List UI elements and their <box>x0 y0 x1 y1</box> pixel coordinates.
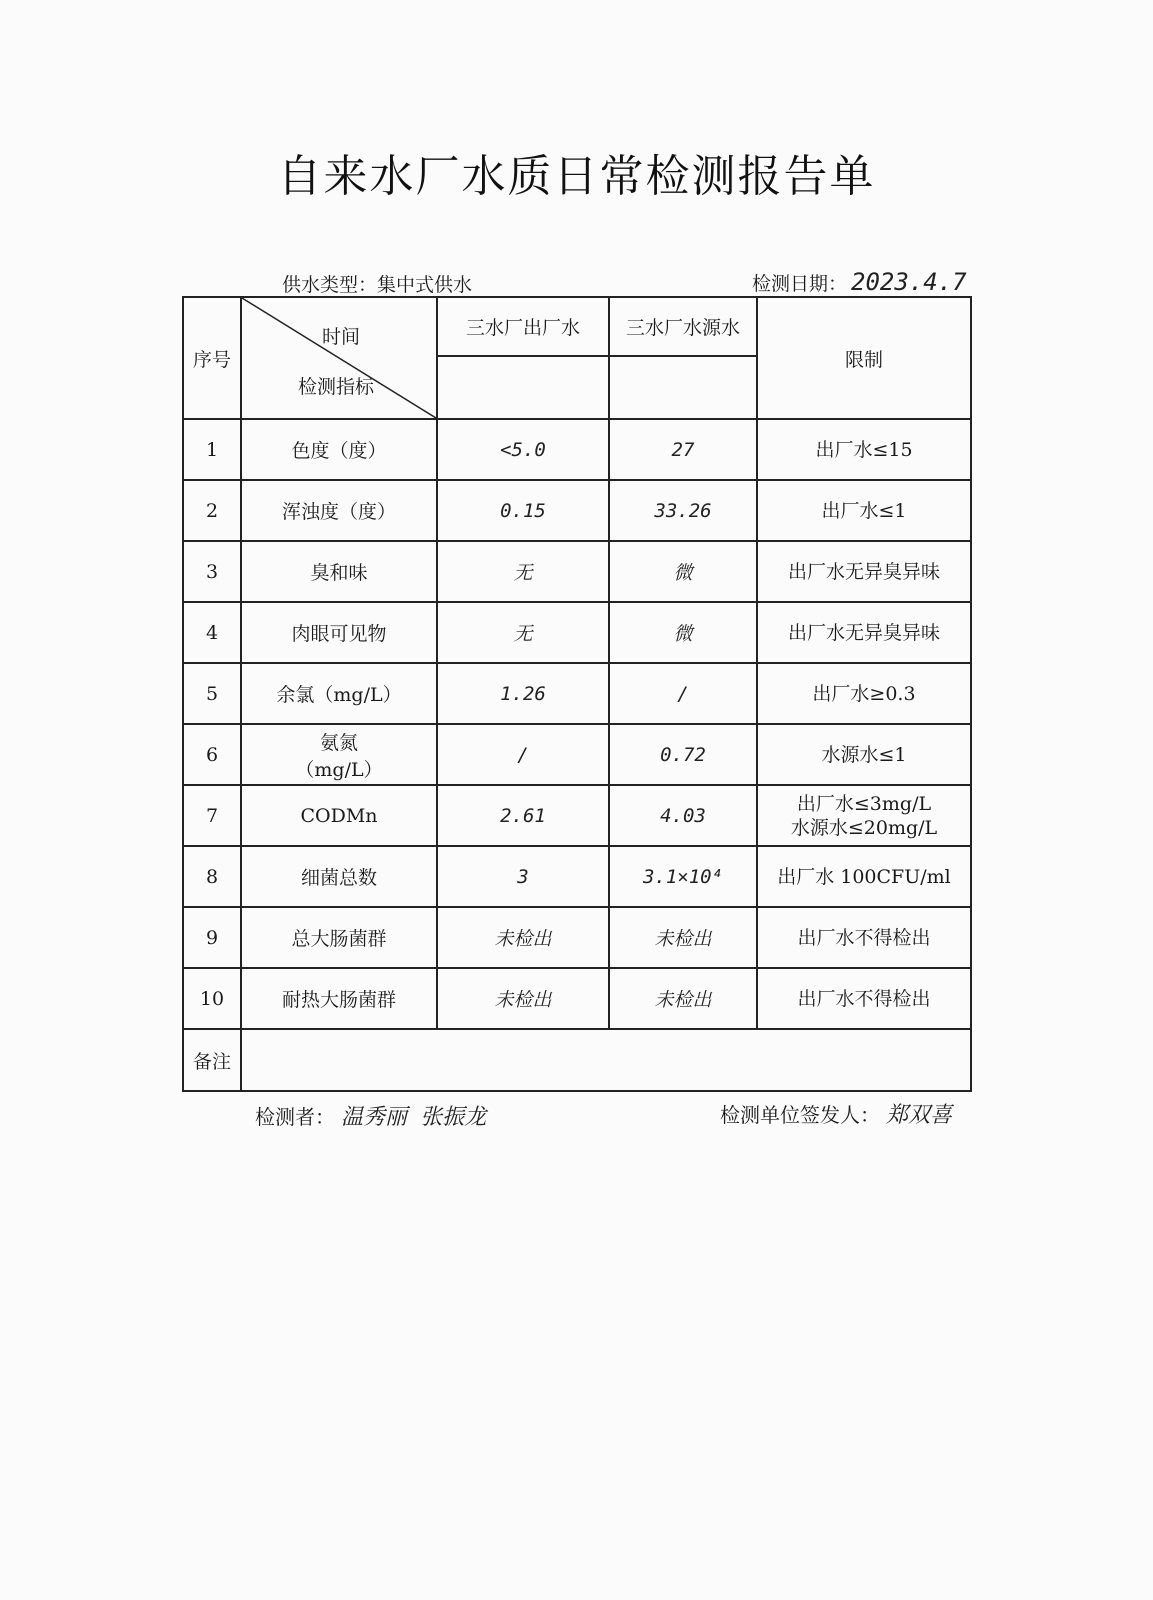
row-out-value: 未检出 <box>437 907 609 968</box>
table-row <box>183 480 971 541</box>
row-limit-line1: 出厂水≤3mg/L <box>796 792 932 815</box>
remark-content <box>241 1029 971 1091</box>
row-out-value: 0.15 <box>437 480 609 541</box>
signer-signature: 郑双喜 <box>886 1103 953 1128</box>
row-src-value: / <box>609 663 757 724</box>
row-out-value: / <box>437 724 609 785</box>
row-seq: 7 <box>183 785 241 846</box>
row-limit: 出厂水≤15 <box>757 419 971 480</box>
inspectors <box>255 1100 486 1131</box>
row-src-value: 微 <box>609 602 757 663</box>
table-row <box>183 968 971 1029</box>
row-limit: 出厂水不得检出 <box>757 968 971 1029</box>
table-row <box>183 724 971 785</box>
row-src-value: 未检出 <box>609 968 757 1029</box>
diagonal-line <box>242 298 436 418</box>
col-header-out: 三水厂出厂水 <box>437 297 609 356</box>
row-seq: 10 <box>183 968 241 1029</box>
signer-label: 检测单位签发人： <box>720 1103 880 1127</box>
table-row <box>183 785 971 846</box>
row-src-value: 27 <box>609 419 757 480</box>
table-row <box>183 663 971 724</box>
row-src-value: 0.72 <box>609 724 757 785</box>
row-limit: 出厂水 100CFU/ml <box>757 846 971 907</box>
supply-type: 供水类型：集中式供水 <box>282 274 473 296</box>
row-seq: 9 <box>183 907 241 968</box>
row-out-value: 未检出 <box>437 968 609 1029</box>
row-out-value: 无 <box>437 602 609 663</box>
row-limit: 出厂水无异臭异味 <box>757 602 971 663</box>
row-indicator: 总大肠菌群 <box>241 907 437 968</box>
remark-row <box>183 1029 971 1091</box>
table-row <box>183 602 971 663</box>
row-indicator: CODMn <box>241 785 437 846</box>
row-limit: 水源水≤1 <box>757 724 971 785</box>
row-seq: 8 <box>183 846 241 907</box>
inspector-signatures: 温秀丽 张振龙 <box>341 1105 487 1130</box>
header-row <box>183 297 971 356</box>
row-seq: 3 <box>183 541 241 602</box>
row-limit-line2: 水源水≤20mg/L <box>790 816 938 839</box>
test-date-value: 2023.4.7 <box>851 268 967 296</box>
row-limit: 出厂水≥0.3 <box>757 663 971 724</box>
diagonal-header <box>241 297 437 419</box>
row-seq: 2 <box>183 480 241 541</box>
row-indicator: 耐热大肠菌群 <box>241 968 437 1029</box>
row-indicator: 浑浊度（度） <box>241 480 437 541</box>
diagonal-header-indicator: 检测指标 <box>298 376 375 398</box>
row-indicator: 余氯（mg/L） <box>241 663 437 724</box>
row-out-value: 1.26 <box>437 663 609 724</box>
row-out-value: <5.0 <box>437 419 609 480</box>
row-limit: 出厂水无异臭异味 <box>757 541 971 602</box>
test-date <box>752 268 967 296</box>
table-row <box>183 419 971 480</box>
row-indicator <box>241 724 437 785</box>
row-limit: 出厂水不得检出 <box>757 907 971 968</box>
row-indicator: 细菌总数 <box>241 846 437 907</box>
row-seq: 5 <box>183 663 241 724</box>
row-src-value: 3.1×10⁴ <box>609 846 757 907</box>
report-table <box>182 296 972 1092</box>
col-sub-src <box>609 356 757 419</box>
row-indicator: 色度（度） <box>241 419 437 480</box>
row-src-value: 微 <box>609 541 757 602</box>
row-indicator-line1: 氨氮 <box>319 731 358 754</box>
seq-header: 序号 <box>183 297 241 419</box>
col-header-src: 三水厂水源水 <box>609 297 757 356</box>
report-title: 自来水厂水质日常检测报告单 <box>277 151 876 202</box>
col-sub-out <box>437 356 609 419</box>
table-row <box>183 907 971 968</box>
row-indicator-line2: （mg/L） <box>295 758 383 781</box>
row-src-value: 未检出 <box>609 907 757 968</box>
row-indicator: 肉眼可见物 <box>241 602 437 663</box>
table-row <box>183 541 971 602</box>
signer <box>720 1098 952 1129</box>
row-out-value: 2.61 <box>437 785 609 846</box>
col-header-limit: 限制 <box>757 297 971 419</box>
inspector-label: 检测者： <box>255 1105 335 1129</box>
row-seq: 4 <box>183 602 241 663</box>
row-src-value: 4.03 <box>609 785 757 846</box>
row-seq: 6 <box>183 724 241 785</box>
row-out-value: 无 <box>437 541 609 602</box>
row-seq: 1 <box>183 419 241 480</box>
diagonal-header-time: 时间 <box>322 326 361 348</box>
row-limit <box>757 785 971 846</box>
test-date-label: 检测日期： <box>752 273 848 295</box>
row-src-value: 33.26 <box>609 480 757 541</box>
row-indicator: 臭和味 <box>241 541 437 602</box>
row-limit: 出厂水≤1 <box>757 480 971 541</box>
row-out-value: 3 <box>437 846 609 907</box>
table-row <box>183 846 971 907</box>
remark-label: 备注 <box>183 1029 241 1091</box>
